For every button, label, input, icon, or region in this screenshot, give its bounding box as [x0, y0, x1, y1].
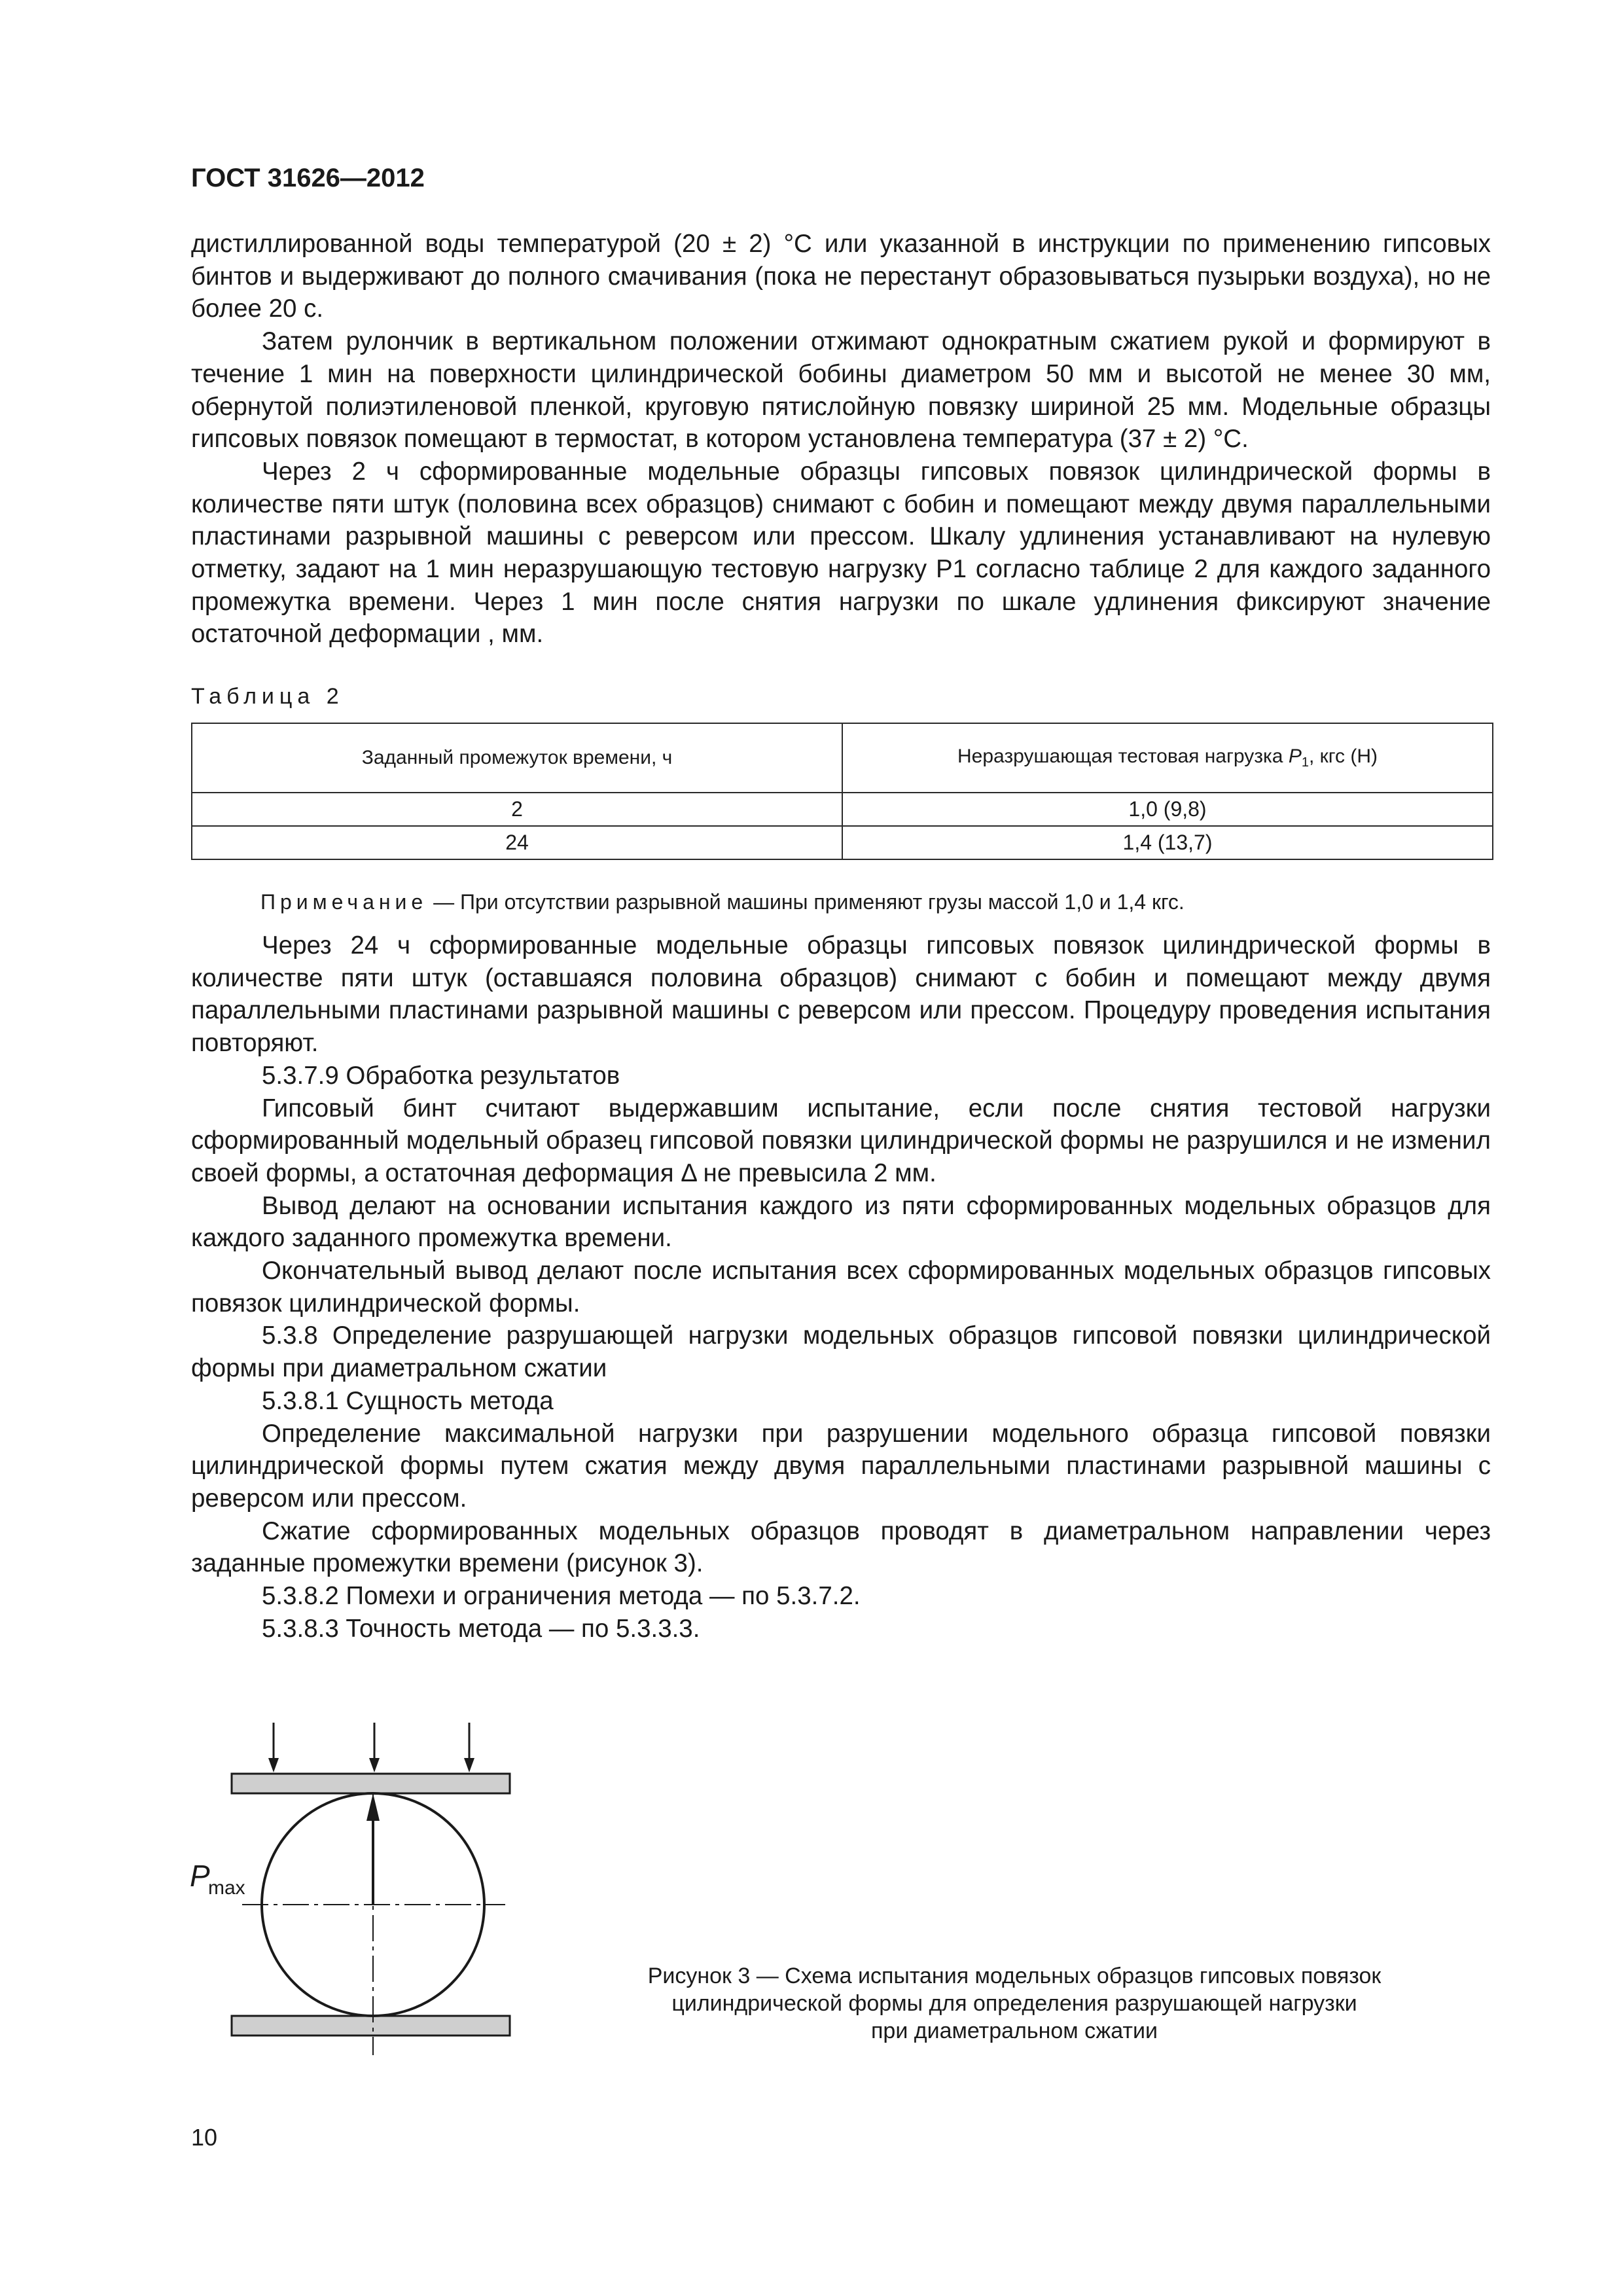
figure-caption-line: Рисунок 3 — Схема испытания модельных образцов гипсовых повязок — [647, 1964, 1382, 1988]
paragraph: Гипсовый бинт считают выдержавшим испытание, если после снятия тестовой нагрузки сформированный модельный образец гипсовой повязки цилиндрической формы не разрушился и не изменил своей формы, а остаточная деформация Δ не превысила 2 мм. — [191, 1094, 1491, 1187]
table-row — [192, 826, 1493, 859]
table-header-row — [192, 723, 1493, 793]
page-number: 10 — [191, 2124, 218, 2151]
header-load-suffix: , кгс (Н) — [1308, 745, 1378, 767]
bottom-plate — [232, 2016, 510, 2036]
table-cell-time: 24 — [192, 826, 842, 859]
note-text: — При отсутствии разрывной машины применяют грузы массой 1,0 и 1,4 кгс. — [427, 890, 1185, 914]
paragraph: дистиллированной воды температурой (20 ± 2) °С или указанной в инструкции по применению гипсовых бинтов и выдерживают до полного смачивания (пока не перестанут образовываться пузырьки воздуха), но не более 20 с. — [191, 230, 1491, 323]
text-block-lower — [191, 929, 1491, 1645]
table-caption: Таблица 2 — [191, 684, 344, 709]
paragraph: Окончательный вывод делают после испытания всех сформированных модельных образцов гипсовых повязок цилиндрической формы. — [191, 1257, 1491, 1318]
section-heading: 5.3.8.2 Помехи и ограничения метода — по 5.3.7.2. — [262, 1582, 861, 1611]
header-load-prefix: Неразрушающая тестовая нагрузка — [957, 745, 1289, 767]
compression-diagram — [177, 1715, 543, 2055]
paragraph: Затем рулончик в вертикальном положении отжимают однократным сжатием рукой и формируют в течение 1 мин на поверхности цилиндрической бобины диаметром 50 мм и высотой не менее 30 мм, обернутой полиэтиленовой пленкой, круговую пятислойную повязку шириной 25 мм. Модельные образцы гипсовых повязок помещают в термостат, в котором установлена температура (37 ± 2) °С. — [191, 327, 1491, 454]
paragraph: Вывод делают на основании испытания каждого из пяти сформированных модельных образцов для каждого заданного промежутка времени. — [191, 1191, 1491, 1253]
section-heading: 5.3.7.9 Обработка результатов — [262, 1061, 620, 1090]
table-cell-time: 2 — [192, 793, 842, 826]
load-table — [191, 723, 1493, 860]
table-header-time: Заданный промежуток времени, ч — [192, 723, 842, 793]
table-cell-load: 1,4 (13,7) — [842, 826, 1493, 859]
paragraph: Через 24 ч сформированные модельные образцы гипсовых повязок цилиндрической формы в количестве пяти штук (оставшаяся половина образцов) снимают с бобин и помещают между двумя параллельными пластинами разрывной машины с реверсом или прессом. Процедуру проведения испытания повторяют. — [191, 931, 1491, 1058]
section-heading: 5.3.8.3 Точность метода — по 5.3.3.3. — [262, 1614, 700, 1643]
section-heading: 5.3.8.1 Сущность метода — [262, 1386, 554, 1415]
table-header-load — [842, 723, 1493, 793]
pmax-label-sub: max — [208, 1877, 245, 1899]
section-heading: 5.3.8 Определение разрушающей нагрузки модельных образцов гипсовой повязки цилиндрической формы при диаметральном сжатии — [191, 1321, 1491, 1383]
paragraph: Через 2 ч сформированные модельные образцы гипсовых повязок цилиндрической формы в количестве пяти штук (половина всех образцов) снимают с бобин и помещают между двумя параллельными пластинами разрывной машины с реверсом или прессом. Шкалу удлинения устанавливают на нулевую отметку, задают на 1 мин неразрушающую тестовую нагрузку P1 согласно таблице 2 для каждого заданного промежутка времени. Через 1 мин после снятия нагрузки по шкале удлинения фиксируют значение остаточной деформации , мм. — [191, 457, 1491, 649]
table-row — [192, 793, 1493, 826]
pmax-label: P — [190, 1859, 210, 1893]
figure-caption — [589, 1962, 1440, 2045]
text-block-upper — [191, 228, 1491, 651]
header-load-var: P — [1288, 745, 1302, 767]
note-label: Примечание — [260, 890, 428, 914]
figure-caption-line: цилиндрической формы для определения разрушающей нагрузки — [671, 1991, 1357, 2016]
figure-caption-line: при диаметральном сжатии — [871, 2018, 1158, 2043]
paragraph: Сжатие сформированных модельных образцов проводят в диаметральном направлении через заданные промежутки времени (рисунок 3). — [191, 1516, 1491, 1578]
table-cell-load: 1,0 (9,8) — [842, 793, 1493, 826]
document-header: ГОСТ 31626—2012 — [191, 164, 425, 192]
load-arrows — [268, 1723, 474, 1772]
paragraph: Определение максимальной нагрузки при разрушении модельного образца гипсовой повязки цилиндрической формы путем сжатия между двумя параллельными пластинами разрывной машины с реверсом или прессом. — [191, 1419, 1491, 1513]
table-note — [260, 890, 1185, 914]
top-plate — [232, 1774, 510, 1793]
header-load-sub: 1 — [1301, 755, 1309, 770]
